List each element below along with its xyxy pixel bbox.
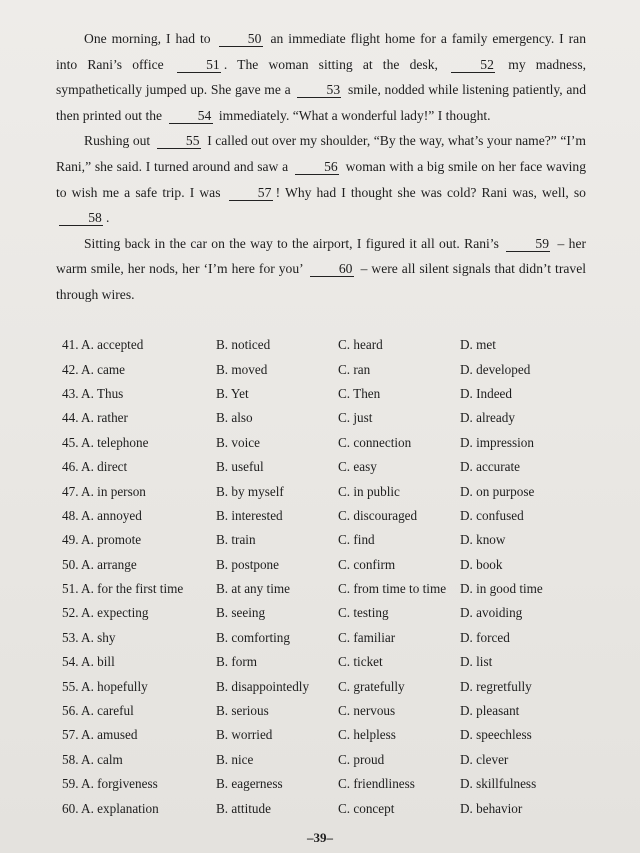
option-b: B. Yet bbox=[216, 385, 249, 401]
option-a: 43. A. Thus bbox=[62, 385, 124, 401]
option-row bbox=[62, 748, 622, 772]
option-d: D. on purpose bbox=[460, 483, 535, 499]
option-b: B. serious bbox=[216, 703, 269, 719]
passage-text: – were all silent signals that didn’t travel through wires. bbox=[56, 261, 586, 302]
option-a: 58. A. calm bbox=[62, 751, 123, 767]
passage-text: an immediate flight home for a family emergency. I ran into Rani’s office bbox=[56, 31, 587, 72]
option-d: D. regretfully bbox=[460, 678, 532, 694]
option-c: C. in public bbox=[338, 483, 400, 499]
option-row bbox=[62, 772, 622, 796]
option-d: D. confused bbox=[460, 507, 524, 523]
page-number: –39– bbox=[307, 830, 333, 845]
option-c: C. connection bbox=[338, 434, 412, 450]
option-d: D. pleasant bbox=[460, 703, 520, 719]
option-row bbox=[62, 650, 622, 674]
option-a: 44. A. rather bbox=[62, 410, 128, 426]
option-c: C. find bbox=[338, 532, 375, 548]
option-b: B. train bbox=[216, 532, 256, 548]
option-c: C. nervous bbox=[338, 703, 396, 719]
option-c: C. concept bbox=[338, 800, 395, 816]
option-b: B. comforting bbox=[216, 629, 290, 645]
passage-text: Sitting back in the car on the way to the airport, I figured it all out. Rani’s bbox=[84, 235, 499, 251]
option-b: B. nice bbox=[216, 751, 254, 767]
paragraph-3 bbox=[56, 231, 586, 308]
option-c: C. familiar bbox=[338, 629, 396, 645]
option-d: D. behavior bbox=[460, 800, 523, 816]
option-c: C. ticket bbox=[338, 654, 383, 670]
option-a: 55. A. hopefully bbox=[62, 678, 148, 694]
option-c: C. friendliness bbox=[338, 776, 415, 792]
passage-text: . The woman sitting at the desk, bbox=[223, 56, 438, 72]
option-b: B. eagerness bbox=[216, 776, 283, 792]
option-a: 47. A. in person bbox=[62, 483, 146, 499]
option-c: C. just bbox=[338, 410, 373, 426]
option-row bbox=[62, 553, 622, 577]
option-d: D. speechless bbox=[460, 727, 532, 743]
option-row bbox=[62, 406, 622, 430]
paragraph-1 bbox=[56, 26, 586, 128]
option-d: D. clever bbox=[460, 751, 509, 767]
passage-text: One morning, I had to bbox=[84, 31, 211, 46]
option-c: C. helpless bbox=[338, 727, 396, 743]
option-a: 50. A. arrange bbox=[62, 556, 137, 572]
option-d: D. in good time bbox=[460, 581, 543, 597]
option-d: D. know bbox=[460, 532, 506, 548]
blank-56: 56 bbox=[295, 159, 339, 175]
option-b: B. at any time bbox=[216, 581, 290, 597]
blank-58: 58 bbox=[59, 210, 103, 226]
option-row bbox=[62, 382, 622, 406]
option-row bbox=[62, 674, 622, 698]
option-row bbox=[62, 796, 622, 820]
option-d: D. forced bbox=[460, 629, 510, 645]
option-d: D. already bbox=[460, 410, 515, 426]
option-c: C. easy bbox=[338, 459, 377, 475]
blank-57: 57 bbox=[229, 185, 273, 201]
option-a: 60. A. explanation bbox=[62, 800, 159, 816]
option-b: B. by myself bbox=[216, 483, 284, 499]
option-a: 49. A. promote bbox=[62, 532, 142, 548]
option-b: B. voice bbox=[216, 434, 260, 450]
option-row bbox=[62, 723, 622, 747]
option-b: B. attitude bbox=[216, 800, 271, 816]
option-d: D. book bbox=[460, 556, 503, 572]
option-row bbox=[62, 601, 622, 625]
option-b: B. also bbox=[216, 410, 253, 426]
option-c: C. gratefully bbox=[338, 678, 405, 694]
passage-text: Rushing out bbox=[84, 133, 151, 149]
option-b: B. useful bbox=[216, 459, 264, 475]
blank-53: 53 bbox=[297, 82, 341, 98]
option-row bbox=[62, 577, 622, 601]
option-a: 42. A. came bbox=[62, 361, 125, 377]
option-b: B. disappointedly bbox=[216, 678, 310, 694]
option-b: B. moved bbox=[216, 361, 268, 377]
option-d: D. Indeed bbox=[460, 385, 512, 401]
option-b: B. form bbox=[216, 654, 258, 670]
blank-50: 50 bbox=[219, 31, 263, 47]
passage-text: I called out over my shoulder, “By the way, what’s your name?” “I’m Rani,” she said. I turned around and saw a bbox=[56, 133, 586, 174]
option-c: C. proud bbox=[338, 751, 385, 767]
option-row bbox=[62, 528, 622, 552]
option-b: B. worried bbox=[216, 727, 273, 743]
option-row bbox=[62, 626, 622, 650]
cloze-passage bbox=[56, 26, 586, 308]
option-row bbox=[62, 333, 622, 357]
blank-52: 52 bbox=[451, 57, 495, 73]
option-a: 52. A. expecting bbox=[62, 605, 149, 621]
paragraph-2 bbox=[56, 128, 586, 230]
option-c: C. testing bbox=[338, 605, 389, 621]
passage-text: my madness, sympathetically jumped up. She gave me a bbox=[56, 56, 587, 98]
option-a: 54. A. bill bbox=[62, 654, 115, 670]
option-c: C. Then bbox=[338, 385, 381, 401]
passage-text: smile, nodded while listening patiently, and then printed out the bbox=[56, 82, 587, 123]
option-d: D. avoiding bbox=[460, 605, 523, 621]
option-row bbox=[62, 479, 622, 503]
option-d: D. met bbox=[460, 337, 496, 353]
option-d: D. skillfulness bbox=[460, 776, 537, 792]
option-a: 48. A. annoyed bbox=[62, 507, 142, 523]
passage-text: – her warm smile, her nods, her ‘I’m here for you’ bbox=[56, 235, 587, 277]
option-c: C. confirm bbox=[338, 556, 396, 572]
option-d: D. accurate bbox=[460, 459, 521, 475]
option-a: 57. A. amused bbox=[62, 727, 138, 743]
passage-text: woman with a big smile on her face waving to wish me a safe trip. I was bbox=[56, 158, 587, 200]
answer-options bbox=[62, 333, 622, 821]
option-a: 45. A. telephone bbox=[62, 434, 149, 450]
option-c: C. ran bbox=[338, 361, 371, 377]
passage-text: immediately. “What a wonderful lady!” I thought. bbox=[218, 107, 491, 123]
option-c: C. discouraged bbox=[338, 507, 418, 523]
option-row bbox=[62, 357, 622, 381]
passage-text: ! Why had I thought she was cold? Rani was, well, so bbox=[275, 184, 586, 200]
option-a: 56. A. careful bbox=[62, 703, 134, 719]
option-b: B. noticed bbox=[216, 337, 271, 353]
option-row bbox=[62, 455, 622, 479]
option-a: 53. A. shy bbox=[62, 629, 116, 645]
blank-59: 59 bbox=[506, 236, 550, 252]
option-row bbox=[62, 504, 622, 528]
option-b: B. postpone bbox=[216, 556, 280, 572]
option-row bbox=[62, 431, 622, 455]
option-c: C. heard bbox=[338, 337, 383, 353]
option-c: C. from time to time bbox=[338, 581, 447, 597]
option-d: D. developed bbox=[460, 361, 531, 377]
blank-54: 54 bbox=[169, 108, 213, 124]
option-b: B. seeing bbox=[216, 605, 266, 621]
option-d: D. list bbox=[460, 654, 493, 670]
option-a: 59. A. forgiveness bbox=[62, 776, 158, 792]
passage-text: . bbox=[106, 210, 110, 226]
option-row bbox=[62, 699, 622, 723]
option-d: D. impression bbox=[460, 434, 534, 450]
blank-55: 55 bbox=[157, 133, 201, 149]
option-a: 46. A. direct bbox=[62, 459, 128, 475]
option-a: 51. A. for the first time bbox=[62, 581, 184, 597]
blank-51: 51 bbox=[177, 57, 221, 73]
option-b: B. interested bbox=[216, 507, 283, 523]
blank-60: 60 bbox=[310, 261, 354, 277]
option-a: 41. A. accepted bbox=[62, 337, 144, 353]
